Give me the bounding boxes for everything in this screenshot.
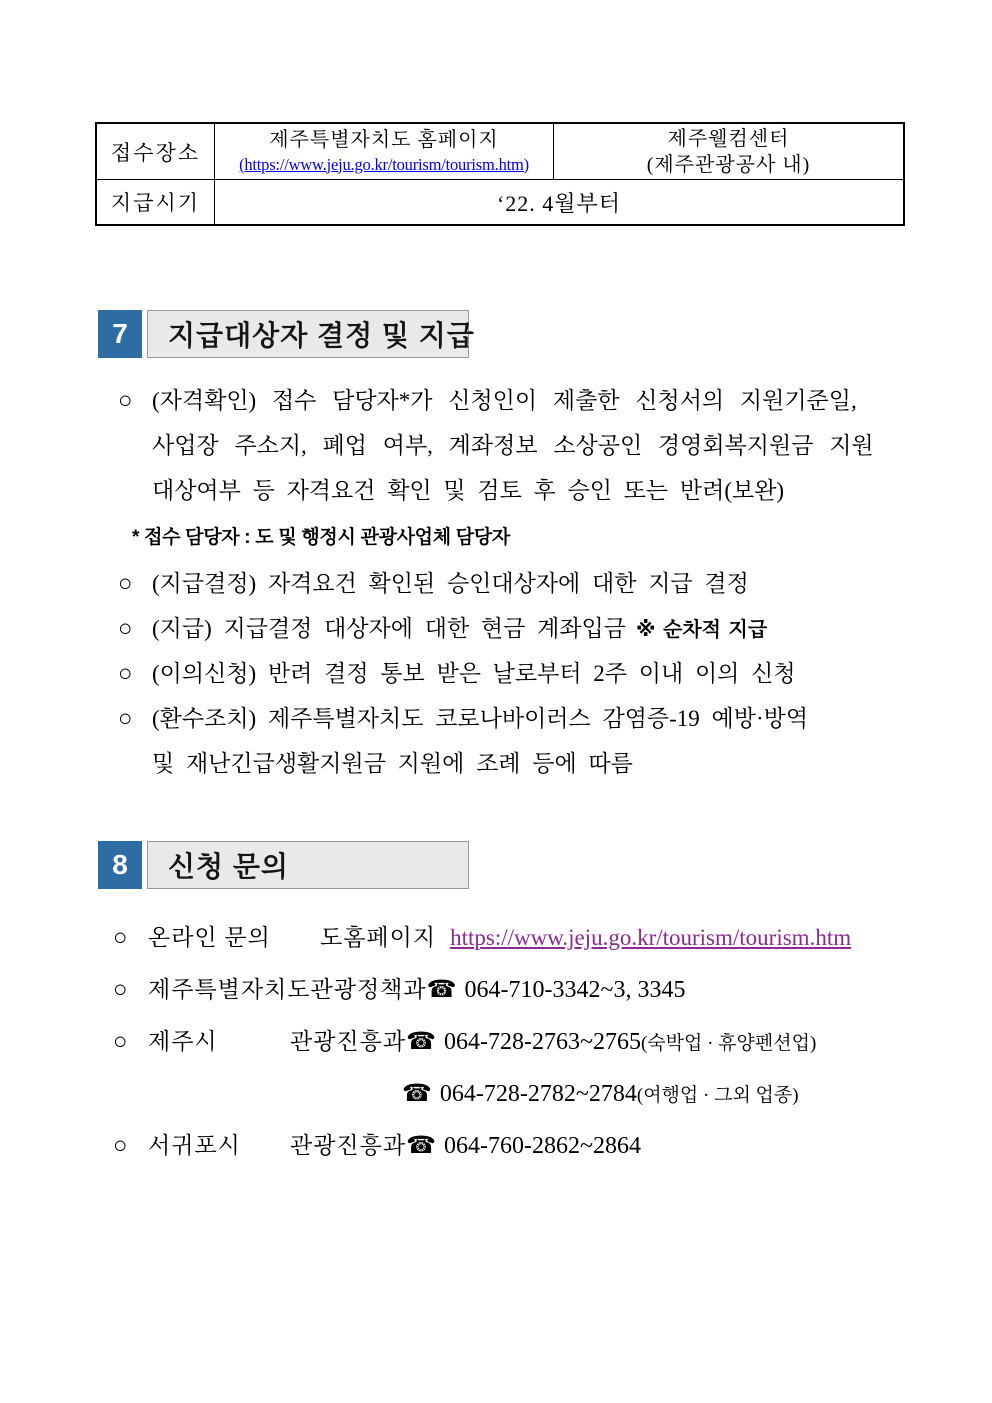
phone-icon: ☎ [426,977,457,1003]
contact-phone-note: (숙박업 · 휴양펜션업) [640,1033,817,1054]
bullet-text: (환수조치) 제주특별자치도 코로나바이러스 감염증-19 예방·방역 [152,706,809,731]
table-row-reception-place [97,124,903,180]
bullet-text: (지급결정) 자격요건 확인된 승인대상자에 대한 지급 결정 [152,571,749,596]
contact-name: 제주특별자치도 [148,977,311,1002]
bullet-item-payment-decision [118,561,938,606]
bullet-circle-icon: ○ [118,571,133,597]
contact-dept: 관광진흥과 [290,1029,407,1054]
info-table [95,122,905,226]
contact-row-online [113,912,943,964]
table-row-payment-timing [97,180,903,224]
bullet-circle-icon: ○ [118,661,133,687]
section-8-title: 신청 문의 [147,841,469,889]
contact-phone: 064-728-2763~2765 [444,1029,641,1055]
contact-row-jeju-city-phone2 [113,1068,943,1120]
welcome-center-name: 제주웰컴센터 [667,127,790,150]
section-8-number-badge: 8 [98,841,142,889]
sequential-payment-note: ※ 순차적 지급 [636,619,768,641]
contact-phone: 064-760-2862~2864 [444,1133,641,1159]
section-7-title: 지급대상자 결정 및 지급 [147,310,469,358]
section-8-header [98,841,469,889]
contact-name: 온라인 문의 [148,925,271,950]
table-label-reception-place: 접수장소 [97,124,215,179]
contact-name: 서귀포시 [148,1133,241,1158]
table-cell-homepage [215,124,554,179]
section-7-number-badge: 7 [98,310,142,358]
bullet-circle-icon: ○ [118,706,133,732]
bullet-circle-icon: ○ [113,977,128,1003]
bullet-text-continuation: 대상여부 등 자격요건 확인 및 검토 후 승인 또는 반려(보완) [152,478,785,503]
section-7-body [118,378,938,786]
bullet-text: (자격확인) 접수 담당자*가 신청인이 제출한 신청서의 지원기준일, [152,388,857,413]
bullet-text: (이의신청) 반려 결정 통보 받은 날로부터 2주 이내 이의 신청 [152,661,796,686]
inquiry-homepage-link[interactable]: https://www.jeju.go.kr/tourism/tourism.htm [450,925,852,950]
phone-icon: ☎ [406,1029,436,1055]
bullet-item-objection [118,651,938,696]
contact-row-jeju-province [113,964,943,1016]
welcome-center-note: (제주관광공사 내) [646,153,811,176]
bullet-item-payment [118,606,938,651]
phone-icon: ☎ [406,1133,436,1159]
contact-row-seogwipo [113,1120,943,1172]
contact-row-jeju-city [113,1016,943,1068]
bullet-item-recovery [118,696,938,741]
bullet-circle-icon: ○ [113,925,128,951]
contact-phone-note: (여행업 · 그외 업종) [636,1085,799,1106]
contact-phone: 064-728-2782~2784 [439,1081,637,1107]
bullet-text-continuation: 사업장 주소지, 폐업 여부, 계좌정보 소상공인 경영회복지원금 지원 [152,433,874,458]
contact-phone: 064-710-3342~3, 3345 [464,977,686,1003]
bullet-circle-icon: ○ [113,1029,128,1055]
section-8-body [113,912,943,1172]
bullet-circle-icon: ○ [118,388,133,414]
bullet-text-continuation: 및 재난긴급생활지원금 지원에 조례 등에 따름 [152,751,633,776]
bullet-text: (지급) 지급결정 대상자에 대한 현금 계좌입금 [152,616,626,641]
bullet-item-qualification [118,378,938,423]
homepage-title: 제주특별자치도 홈페이지 [269,128,499,151]
bullet-circle-icon: ○ [118,616,133,642]
contact-name: 제주시 [148,1029,218,1054]
homepage-url-link[interactable]: (https://www.jeju.go.kr/tourism/tourism.htm) [239,154,529,174]
contact-dept: 관광진흥과 [290,1133,407,1158]
table-cell-welcome-center [554,124,903,179]
contact-dept: 도홈페이지 [320,925,437,950]
phone-icon: ☎ [402,1081,432,1107]
payment-timing-value: ‘22. 4월부터 [496,190,622,216]
footnote-reception-manager: * 접수 담당자 : 도 및 행정시 관광사업체 담당자 [132,527,510,548]
contact-dept: 관광정책과 [310,977,427,1002]
section-7-header [98,310,475,358]
table-label-payment-timing: 지급시기 [97,180,215,224]
bullet-circle-icon: ○ [113,1133,128,1159]
